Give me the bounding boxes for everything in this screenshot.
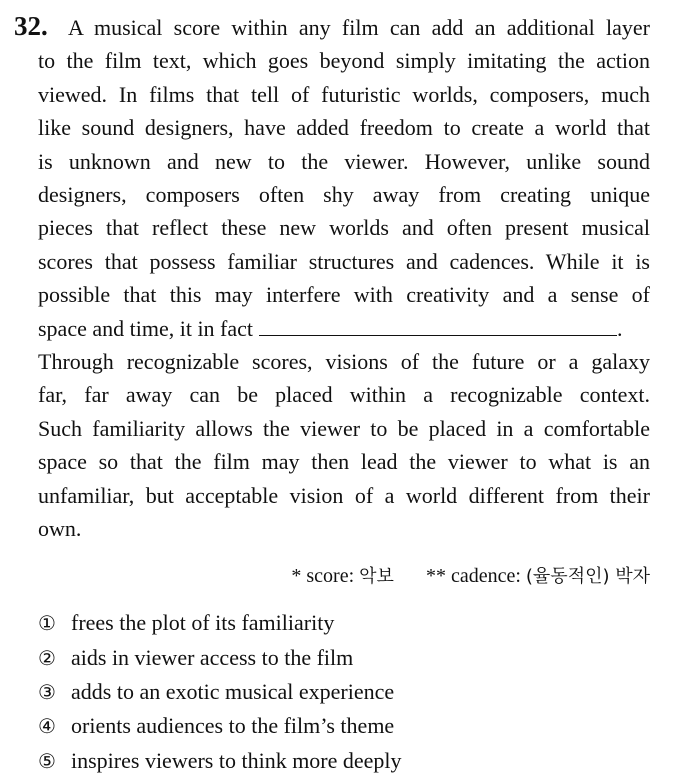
passage-line: designers, composers often shy away from creating unique [38, 182, 650, 208]
passage-line: space so that the film may then lead the viewer to what is an [38, 449, 650, 475]
answer-option[interactable] [38, 606, 402, 640]
option-number: ④ [38, 714, 56, 739]
passage-line: Such familiarity allows the viewer to be placed in a comfortable [38, 415, 650, 441]
footnote-term: cadence: [450, 565, 521, 587]
blank-line-prefix: space and time, it in fact [38, 315, 254, 341]
option-text: inspires viewers to think more deeply [71, 747, 402, 773]
passage-line: Through recognizable scores, visions of the future or a galaxy [38, 349, 650, 375]
passage [38, 11, 650, 546]
passage-line: unfamiliar, but acceptable vision of a world different from their [38, 482, 650, 508]
passage-line: scores that possess familiar structures and cadences. While it is [38, 248, 650, 274]
passage-line: like sound designers, have added freedom to create a world that [38, 115, 650, 141]
passage-line: far, far away can be placed within a recognizable context. [38, 382, 650, 408]
question-number: 32. [14, 11, 48, 41]
answer-option[interactable] [38, 675, 402, 709]
option-text: orients audiences to the film’s theme [71, 713, 395, 739]
answer-options [38, 606, 402, 778]
passage-line: A musical score within any film can add an additional layer [68, 15, 650, 40]
passage-line: pieces that reflect these new worlds and often present musical [38, 215, 650, 241]
option-number: ① [38, 611, 56, 636]
footnote-term: score: [306, 565, 355, 587]
option-number: ② [38, 645, 56, 670]
footnote-meaning: 악보 [359, 566, 394, 587]
passage-line: possible that this may interfere with creativity and a sense of [38, 282, 650, 308]
answer-blank [259, 315, 617, 336]
passage-line: to the film text, which goes beyond simply imitating the action [38, 48, 650, 74]
passage-line: is unknown and new to the viewer. However, unlike sound [38, 148, 650, 174]
answer-option[interactable] [38, 640, 402, 674]
passage-line: viewed. In films that tell of futuristic worlds, composers, much [38, 81, 650, 107]
footnotes [291, 561, 650, 592]
blank-line-suffix: . [617, 315, 623, 341]
option-number: ⑤ [38, 748, 56, 773]
footnote-meaning: (율동적인) 박자 [525, 566, 650, 587]
passage-line: own. [38, 516, 82, 542]
option-text: aids in viewer access to the film [71, 644, 354, 670]
answer-option[interactable] [38, 709, 402, 743]
option-text: adds to an exotic musical experience [71, 678, 395, 704]
blank-line [38, 312, 650, 345]
option-number: ③ [38, 679, 56, 704]
footnote-marker: * [291, 565, 302, 587]
footnote-marker: ** [425, 565, 446, 587]
answer-option[interactable] [38, 744, 402, 778]
option-text: frees the plot of its familiarity [71, 610, 335, 636]
